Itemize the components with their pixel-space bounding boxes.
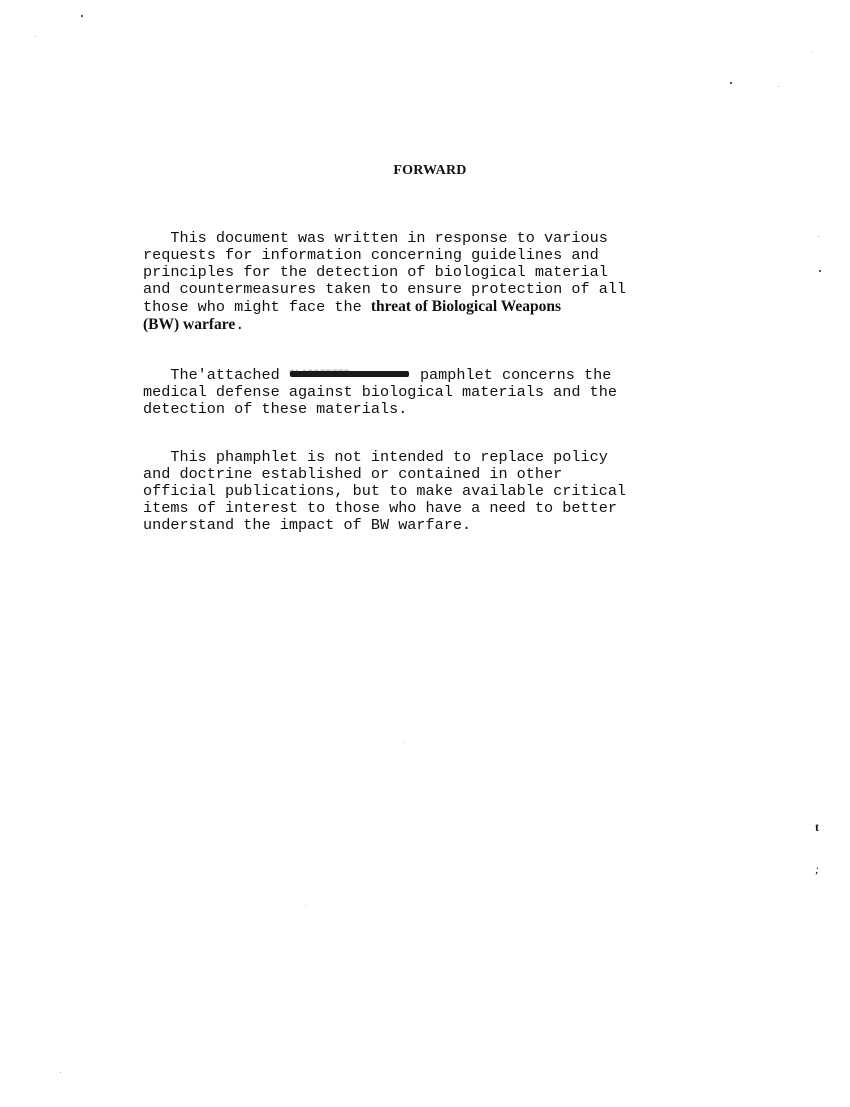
paragraph-line: This phamphlet is not intended to replace policy: [143, 448, 608, 466]
scan-speck: [305, 905, 306, 906]
scan-speck: [35, 36, 36, 37]
scan-speck: [60, 1072, 61, 1073]
scan-speck: [81, 15, 83, 17]
strike-mark: [290, 371, 409, 377]
struck-through-word: [289, 365, 411, 384]
paragraph-line: and countermeasures taken to ensure protection of all: [143, 280, 627, 298]
paragraph-intro: [143, 230, 703, 334]
scan-speck: [730, 82, 732, 84]
paragraph-line: and doctrine established or contained in other: [143, 465, 563, 483]
paragraph-line: those who might face the: [143, 298, 371, 316]
bold-phrase: threat of Biological Weapons: [370, 298, 562, 315]
paragraph-line: requests for information concerning guidelines and: [143, 246, 599, 264]
paragraph-line: official publications, but to make available critical: [143, 482, 627, 500]
scan-speck: [404, 742, 405, 743]
scan-speck: [778, 86, 779, 87]
paragraph-line: medical defense against biological materials and the: [143, 383, 617, 401]
scan-speck: [812, 52, 813, 53]
bold-phrase: (BW) warfare: [143, 316, 236, 333]
document-heading: FORWARD: [393, 163, 467, 178]
paragraph-line: pamphlet concerns the: [410, 366, 612, 384]
paragraph-line: items of interest to those who have a need to better: [143, 499, 617, 517]
paragraph-pamphlet: [143, 449, 703, 534]
margin-mark: t: [815, 820, 819, 834]
scan-speck: [819, 270, 821, 272]
paragraph-line: detection of these materials.: [143, 400, 408, 418]
paragraph-line: The'attached: [143, 366, 289, 384]
paragraph-line: understand the impact of BW warfare.: [143, 516, 472, 534]
paragraph-line: .: [235, 316, 245, 334]
scan-speck: [818, 236, 819, 237]
paragraph-line: principles for the detection of biological material: [143, 263, 608, 281]
margin-mark: ;: [815, 862, 819, 876]
paragraph-line: This document was written in response to various: [143, 229, 608, 247]
paragraph-attached: [143, 365, 703, 418]
